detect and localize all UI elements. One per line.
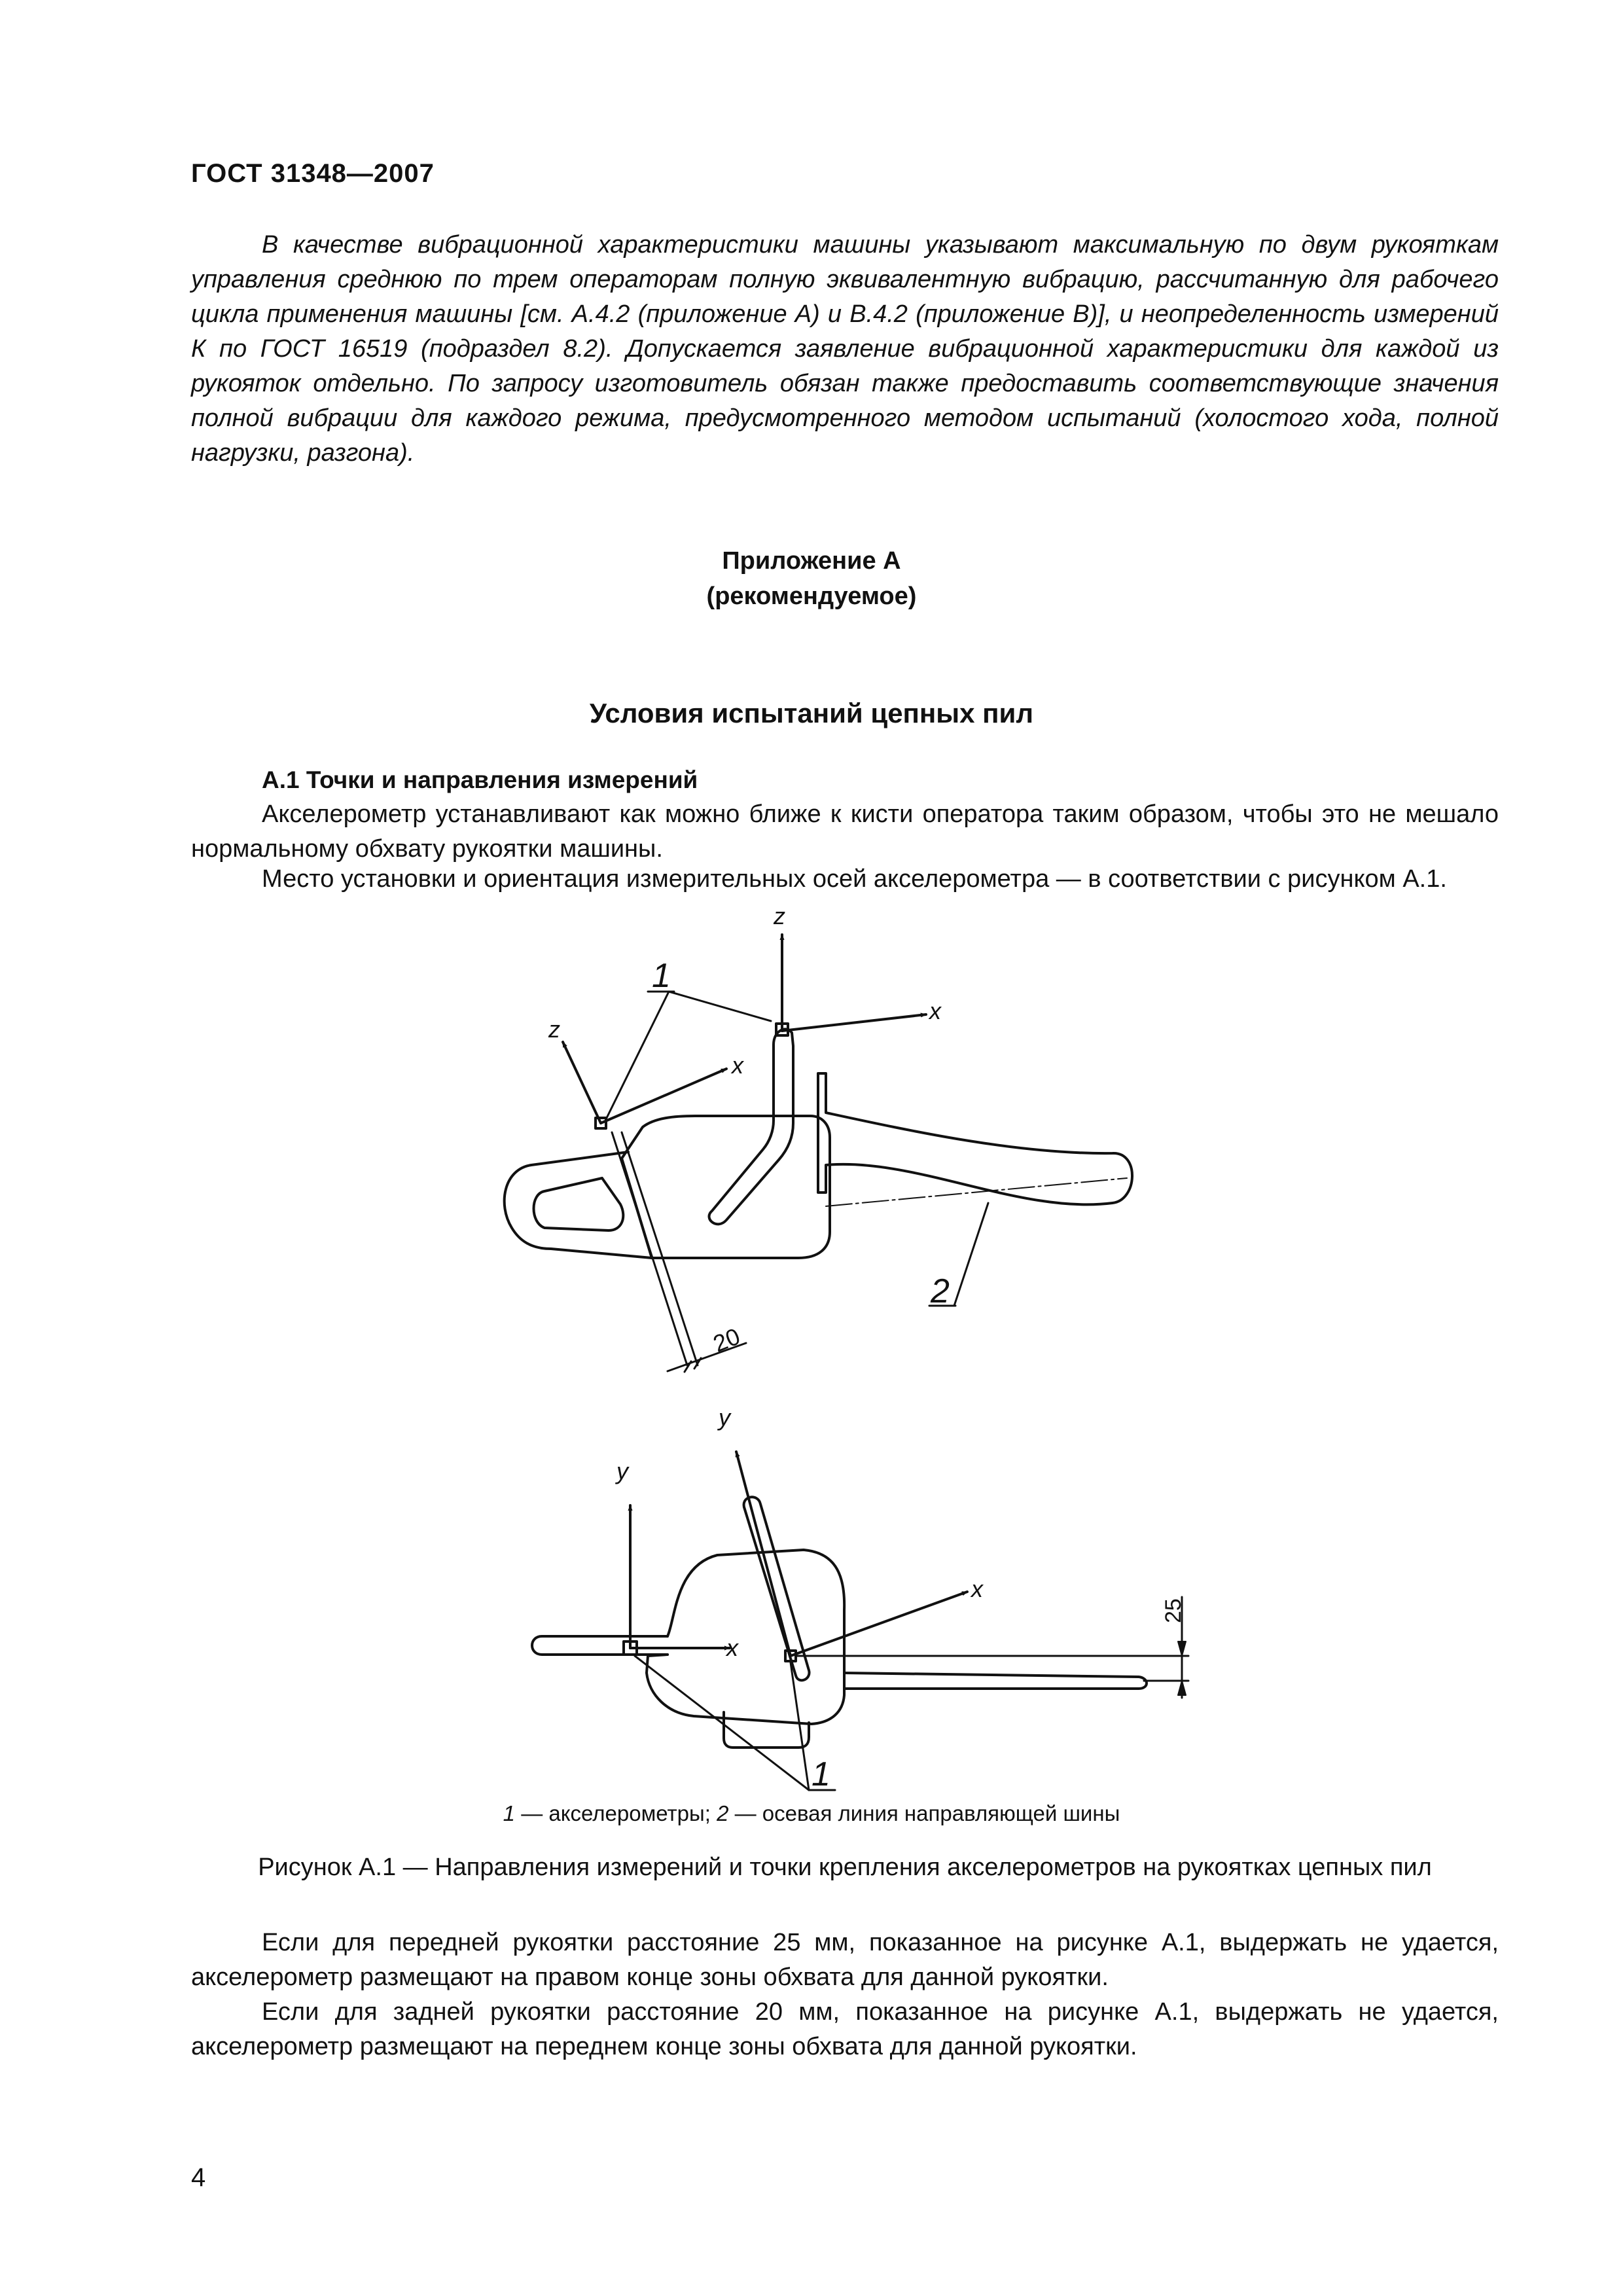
side-view-rear-handle bbox=[532, 1636, 668, 1655]
side-x-left-label: x bbox=[726, 1634, 738, 1661]
legend-item-1-text: — акселерометры; bbox=[515, 1801, 717, 1825]
side-y-right-label: y bbox=[719, 1404, 730, 1431]
top-callout-2-leader bbox=[954, 1203, 988, 1306]
top-callout-2-label: 2 bbox=[931, 1272, 950, 1310]
clause-heading: А.1 Точки и направления измерений bbox=[262, 766, 698, 793]
side-y-left-label: y bbox=[616, 1458, 628, 1484]
top-view-front-handle bbox=[709, 1029, 793, 1224]
dim25-label: 25 bbox=[1161, 1598, 1186, 1623]
dim20-label: 20 bbox=[709, 1322, 744, 1357]
top-x-angled-label: x bbox=[732, 1052, 743, 1079]
side-view-saw bbox=[532, 1497, 1147, 1748]
annex-title: Приложение А bbox=[722, 547, 901, 575]
side-view-lower-guard bbox=[724, 1712, 809, 1748]
section-title: Условия испытаний цепных пил bbox=[589, 698, 1034, 728]
top-x-label: x bbox=[929, 997, 941, 1024]
clause-paragraph-1: Акселерометр устанавливают как можно ближе к кисти оператора таким образом, чтобы это не мешало нормальному обхвату рукоятки машины. bbox=[191, 800, 1499, 863]
page-number: 4 bbox=[191, 2163, 206, 2192]
guide-bar-centerline bbox=[826, 1178, 1127, 1206]
top-view-rear-handle bbox=[505, 1152, 652, 1258]
closing-paragraph-1: Если для передней рукоятки расстояние 25 мм, показанное на рисунке А.1, выдержать не удается, акселерометр размещают на правом конце зоны обхвата для данной рукоятки. bbox=[191, 1929, 1499, 1991]
dim20-ext-line-2 bbox=[622, 1132, 698, 1365]
side-callout-1-leader-b bbox=[791, 1662, 809, 1790]
figure-caption: Рисунок А.1 — Направления измерений и точки крепления акселерометров на рукоятках цепных пил bbox=[258, 1854, 1432, 1881]
legend-item-1-number: 1 bbox=[503, 1801, 516, 1825]
legend-item-2-text: — осевая линия направляющей шины bbox=[728, 1801, 1120, 1825]
top-view-saw bbox=[505, 1029, 1132, 1258]
side-callout-1-label: 1 bbox=[812, 1755, 830, 1793]
clause-paragraph-2: Место установки и ориентация измерительных осей акселерометра — в соответствии с рисунком А.1. bbox=[262, 865, 1447, 893]
closing-paragraph-2: Если для задней рукоятки расстояние 20 мм, показанное на рисунке А.1, выдержать не удается, акселерометр размещают на переднем конце зоны обхвата для данной рукоятки. bbox=[191, 1998, 1499, 2060]
side-view-guide-bar bbox=[844, 1673, 1147, 1689]
intro-paragraph: В качестве вибрационной характеристики машины указывают максимальную по двум рукояткам управления среднюю по трем операторам полную эквивалентную вибрацию, рассчитанную для рабочего цикла применения машины [см. А.4.2 (приложение А) и В.4.2 (приложение В)], и неопределенность измерений К по ГОСТ 16519 (подраздел 8.2). Допускается заявление вибрационной характеристики для каждой из рукояток отдельно. По запросу изготовитель обязан также предоставить соответствующие значения полной вибрации для каждого режима, предусмотренного методом испытаний (холостого хода, полной нагрузки, разгона). bbox=[191, 231, 1499, 467]
side-x-right-label: x bbox=[971, 1575, 983, 1602]
annex-status: (рекомендуемое) bbox=[706, 583, 917, 610]
top-view-body bbox=[622, 1116, 830, 1258]
dim25-arrow-bottom bbox=[1178, 1681, 1186, 1695]
dim25-arrow-top bbox=[1178, 1641, 1186, 1656]
top-view-guide-bar bbox=[818, 1073, 1132, 1204]
legend-item-2-number: 2 bbox=[717, 1801, 729, 1825]
top-callout-1-label: 1 bbox=[652, 957, 671, 995]
dim20-ext-line-1 bbox=[612, 1132, 687, 1365]
top-z-axis-angled bbox=[563, 1042, 601, 1123]
top-callout-1-leader-b bbox=[669, 992, 771, 1021]
top-z-angled-label: z bbox=[548, 1016, 560, 1043]
figure-legend bbox=[0, 1801, 1623, 1826]
top-x-axis-horizontal bbox=[782, 1014, 926, 1031]
side-x-axis-right bbox=[791, 1592, 967, 1656]
top-z-label: z bbox=[774, 903, 785, 929]
side-view-body bbox=[647, 1550, 844, 1724]
document-header: ГОСТ 31348—2007 bbox=[191, 159, 435, 188]
